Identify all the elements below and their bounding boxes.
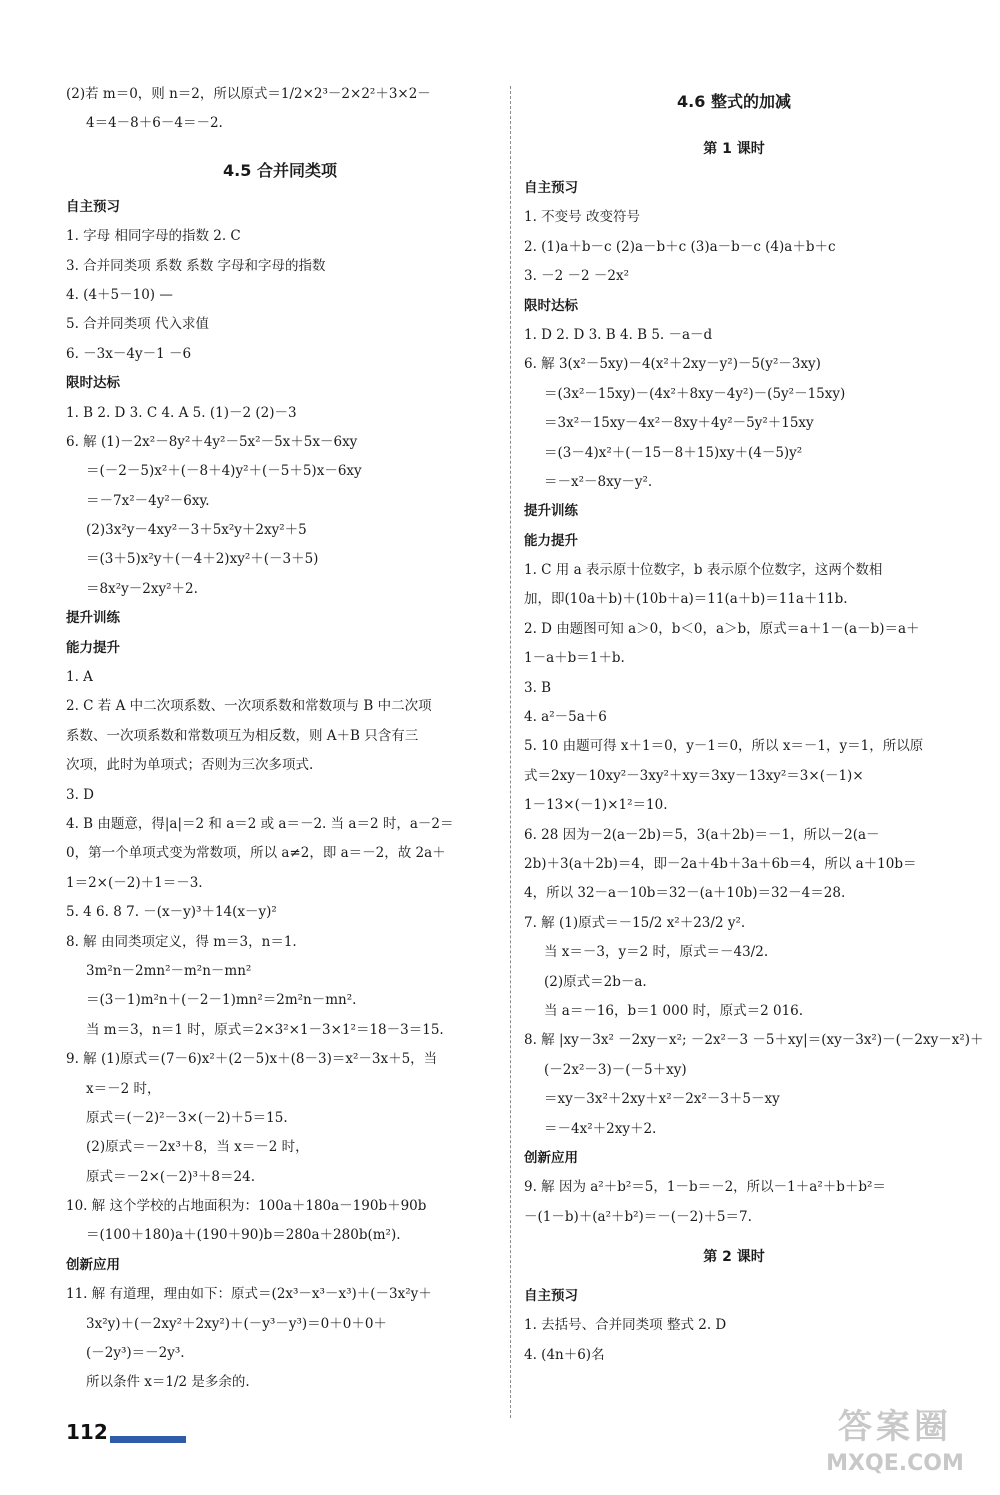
answer-line: 5. 4 6. 8 7. －(x－y)³＋14(x－y)² xyxy=(66,904,277,921)
answer-line: 0，第一个单项式变为常数项，所以 a≠2，即 a＝－2，故 2a＋ xyxy=(66,845,446,862)
page-number: 112 xyxy=(66,1420,108,1444)
answer-line: x＝－2 时， xyxy=(86,1080,161,1097)
answer-line: 3. －2 －2 －2x² xyxy=(524,268,630,285)
answer-line: 11. 解 有道理，理由如下：原式＝(2x³－x³－x³)＋(－3x²y＋ xyxy=(66,1286,432,1303)
lesson-title: 第 2 课时 xyxy=(703,1249,765,1266)
section-title: 4.6 整式的加减 xyxy=(677,92,791,111)
answer-line: (2)原式＝－2x³＋8，当 x＝－2 时， xyxy=(86,1139,309,1156)
answer-line: 1. 字母 相同字母的指数 2. C xyxy=(66,228,241,245)
section-heading: 提升训练 xyxy=(524,503,578,520)
answer-line: 当 a＝－16，b＝1 000 时，原式＝2 016. xyxy=(544,1002,804,1019)
answer-line: 4. (4＋5－10) — xyxy=(66,286,173,303)
answer-line: (2)3x²y－4xy²－3＋5x²y＋2xy²＋5 xyxy=(86,522,307,539)
answer-line: ＝－7x²－4y²－6xy. xyxy=(86,492,210,509)
lesson-title: 第 1 课时 xyxy=(703,141,765,157)
section-heading: 自主预习 xyxy=(66,198,120,215)
answer-line: 当 x＝－3，y＝2 时，原式＝－43/2. xyxy=(544,944,769,961)
answer-line: 2. C 若 A 中二次项系数、一次项系数和常数项与 B 中二次项 xyxy=(66,698,432,715)
answer-line: 所以条件 x＝1/2 是多余的. xyxy=(86,1374,250,1391)
answer-line: 1－13×(－1)×1²＝10. xyxy=(524,797,668,814)
section-heading: 限时达标 xyxy=(66,375,120,392)
answer-line: ＝8x²y－2xy²＋2. xyxy=(86,580,198,597)
answer-line: 5. 10 由题可得 x＋1＝0，y－1＝0，所以 x＝－1，y＝1，所以原 xyxy=(524,738,924,755)
answer-line: 2b)＋3(a＋2b)＝4，即－2a＋4b＋3a＋6b＝4，所以 a＋10b＝ xyxy=(524,855,917,872)
answer-line: －(1－b)＋(a²＋b²)＝－(－2)＋5＝7. xyxy=(524,1208,752,1225)
watermark-url: MXQE.COM xyxy=(826,1451,964,1476)
column-divider xyxy=(510,86,511,1418)
right-column xyxy=(524,80,984,1370)
answer-line: 次项，此时为单项式；否则为三次多项式. xyxy=(66,757,314,774)
watermark-text: 答案圈 xyxy=(838,1407,952,1447)
page-number-bar xyxy=(110,1436,186,1443)
answer-line: 4. a²－5a＋6 xyxy=(524,709,607,726)
answer-line: ＝(－2－5)x²＋(－8＋4)y²＋(－5＋5)x－6xy xyxy=(86,463,362,480)
section-title: 4.5 合并同类项 xyxy=(223,160,337,180)
left-column xyxy=(66,80,494,1398)
answer-line: 1. A xyxy=(66,669,93,686)
answer-line: 5. 合并同类项 代入求值 xyxy=(66,316,209,333)
answer-line: 6. －3x－4y－1 －6 xyxy=(66,345,192,362)
section-heading: 能力提升 xyxy=(66,639,120,656)
answer-line: 3. 合并同类项 系数 系数 字母和字母的指数 xyxy=(66,257,326,274)
answer-line: 9. 解 因为 a²＋b²＝5，1－b＝－2，所以－1＋a²＋b＋b²＝ xyxy=(524,1179,886,1196)
answer-line: ＝3x²－15xy－4x²－8xy＋4y²－5y²＋15xy xyxy=(544,415,814,432)
section-heading: 创新应用 xyxy=(66,1256,120,1273)
answer-line: 2. (1)a＋b－c (2)a－b＋c (3)a－b－c (4)a＋b＋c xyxy=(524,238,836,255)
answer-line: 系数、一次项系数和常数项互为相反数，则 A＋B 只含有三 xyxy=(66,727,419,744)
answer-line: 3. B xyxy=(524,679,552,696)
answer-line: 1＝2×(－2)＋1＝－3. xyxy=(66,874,203,891)
answer-line: 8. 解 由同类项定义，得 m＝3，n＝1. xyxy=(66,933,297,950)
section-heading: 提升训练 xyxy=(66,610,120,627)
answer-line: ＝－4x²＋2xy＋2. xyxy=(544,1120,657,1137)
answer-line: 2. D 由题图可知 a＞0，b＜0，a＞b，原式＝a＋1－(a－b)＝a＋ xyxy=(524,620,920,637)
section-heading: 自主预习 xyxy=(524,180,578,196)
answer-line: 7. 解 (1)原式＝－15/2 x²＋23/2 y². xyxy=(524,914,746,931)
answer-line: 1. 去括号、合并同类项 整式 2. D xyxy=(524,1317,727,1334)
answer-line: 1. D 2. D 3. B 4. B 5. －a－d xyxy=(524,326,713,343)
answer-line: ＝(3－1)m²n＋(－2－1)mn²＝2m²n－mn². xyxy=(86,992,357,1009)
answer-line: 原式＝－2×(－2)³＋8＝24. xyxy=(86,1168,255,1185)
answer-line: (2)若 m＝0，则 n＝2，所以原式＝1/2×2³－2×2²＋3×2－ xyxy=(66,86,431,102)
answer-line: (－2y³)＝－2y³. xyxy=(86,1345,185,1362)
answer-line: 1. B 2. D 3. C 4. A 5. (1)－2 (2)－3 xyxy=(66,404,297,421)
section-heading: 能力提升 xyxy=(524,532,578,549)
answer-line: ＝(3x²－15xy)－(4x²＋8xy－4y²)－(5y²－15xy) xyxy=(544,385,846,402)
answer-line: ＝－x²－8xy－y². xyxy=(544,473,653,490)
answer-line: (2)原式＝2b－a. xyxy=(544,973,647,990)
answer-line: ＝xy－3x²＋2xy＋x²－2x²－3＋5－xy xyxy=(544,1091,780,1108)
answer-line: 4，所以 32－a－10b＝32－(a＋10b)＝32－4＝28. xyxy=(524,885,846,902)
answer-line: (－2x²－3)－(－5＋xy) xyxy=(544,1061,687,1078)
watermark-logo xyxy=(800,1405,990,1487)
answer-line: 4＝4－8＋6－4＝－2. xyxy=(86,115,223,132)
answer-line: 9. 解 (1)原式＝(7－6)x²＋(2－5)x＋(8－3)＝x²－3x＋5，当 xyxy=(66,1051,438,1068)
answer-line: 3m²n－2mn²－m²n－mn² xyxy=(86,962,252,979)
answer-line: 1. C 用 a 表示原十位数字，b 表示原个位数字，这两个数相 xyxy=(524,562,883,579)
answer-line: 10. 解 这个学校的占地面积为：100a＋180a－190b＋90b xyxy=(66,1198,427,1215)
answer-line: 6. 解 (1)－2x²－8y²＋4y²－5x²－5x＋5x－6xy xyxy=(66,433,358,450)
answer-line: 6. 28 因为－2(a－2b)＝5，3(a＋2b)＝－1，所以－2(a－ xyxy=(524,826,880,843)
answer-line: 原式＝(－2)²－3×(－2)＋5＝15. xyxy=(86,1109,288,1126)
answer-line: 4. (4n＋6)名 xyxy=(524,1346,605,1363)
answer-line: 1－a＋b＝1＋b. xyxy=(524,650,625,667)
answer-line: 4. B 由题意，得|a|＝2 和 a＝2 或 a＝－2. 当 a＝2 时，a－2＝ xyxy=(66,815,454,832)
answer-line: 1. 不变号 改变符号 xyxy=(524,209,640,226)
answer-line: ＝(100＋180)a＋(190＋90)b＝280a＋280b(m²). xyxy=(86,1227,401,1244)
answer-line: 3x²y)＋(－2xy²＋2xy²)＋(－y³－y³)＝0＋0＋0＋ xyxy=(86,1315,387,1332)
answer-line: 6. 解 3(x²－5xy)－4(x²＋2xy－y²)－5(y²－3xy) xyxy=(524,356,821,373)
answer-line: 3. D xyxy=(66,786,94,803)
section-heading: 创新应用 xyxy=(524,1149,578,1166)
answer-line: 当 m＝3，n＝1 时，原式＝2×3²×1－3×1²＝18－3＝15. xyxy=(86,1021,444,1038)
answer-line: 8. 解 |xy－3x² －2xy－x²; －2x²－3 －5＋xy|＝(xy－3x²)－(－2xy－x²)＋ xyxy=(524,1032,984,1049)
answer-line: 式＝2xy－10xy²－3xy²＋xy＝3xy－13xy²＝3×(－1)× xyxy=(524,767,864,784)
section-heading: 限时达标 xyxy=(524,297,578,314)
section-heading: 自主预习 xyxy=(524,1288,578,1305)
answer-line: 加，即(10a＋b)＋(10b＋a)＝11(a＋b)＝11a＋11b. xyxy=(524,591,848,608)
answer-line: ＝(3＋5)x²y＋(－4＋2)xy²＋(－3＋5) xyxy=(86,551,319,568)
answer-line: ＝(3－4)x²＋(－15－8＋15)xy＋(4－5)y² xyxy=(544,444,803,461)
